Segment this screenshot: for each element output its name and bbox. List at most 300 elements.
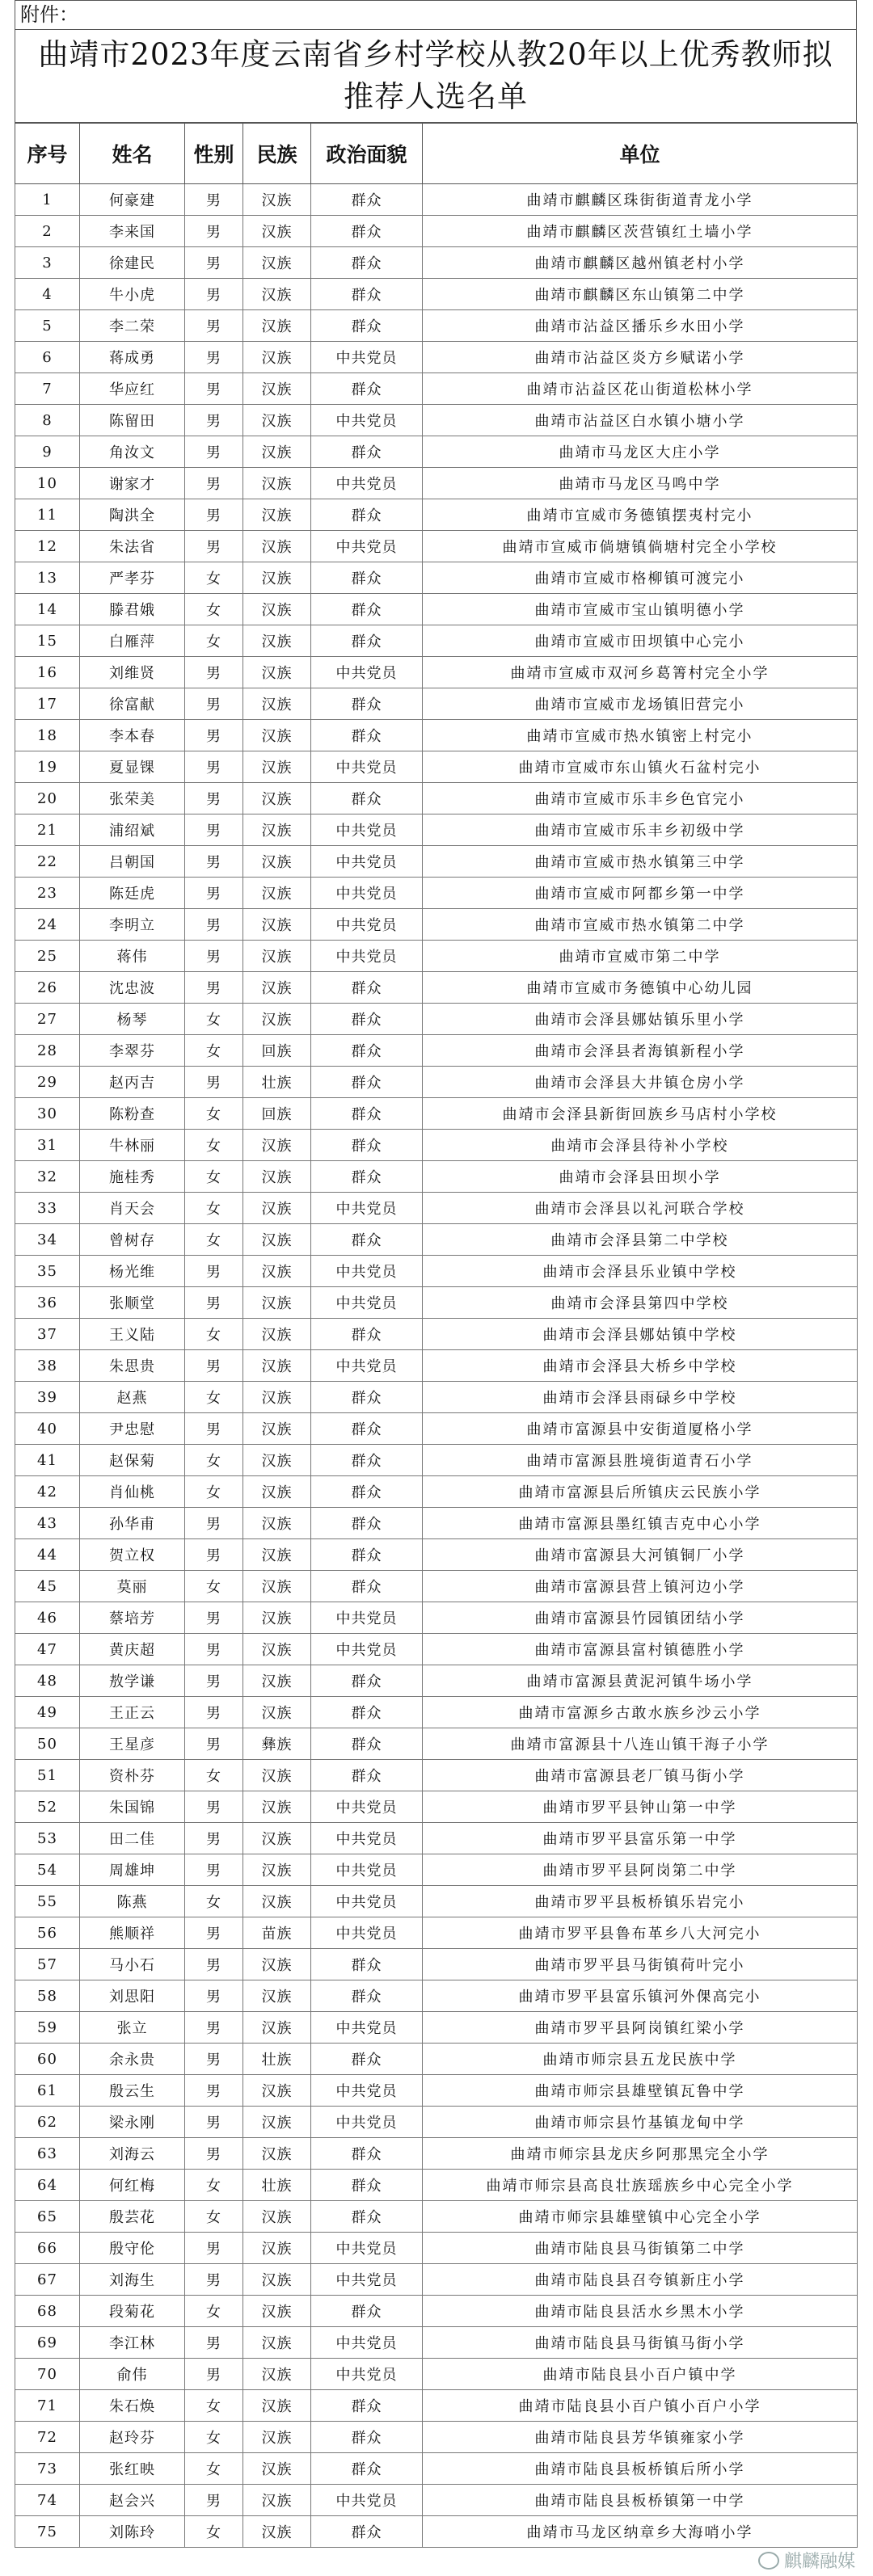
table-row bbox=[15, 1130, 858, 1161]
cell-political-status: 群众 bbox=[311, 1004, 423, 1035]
table-row bbox=[15, 562, 858, 594]
cell-gender: 男 bbox=[185, 1350, 243, 1382]
table-row bbox=[15, 1508, 858, 1539]
cell-political-status: 群众 bbox=[311, 1130, 423, 1161]
table-row bbox=[15, 2107, 858, 2138]
table-row bbox=[15, 2264, 858, 2296]
table-row bbox=[15, 1256, 858, 1287]
cell-political-status: 中共党员 bbox=[311, 1854, 423, 1886]
cell-index: 60 bbox=[15, 2044, 80, 2075]
cell-gender: 男 bbox=[185, 310, 243, 342]
cell-gender: 男 bbox=[185, 972, 243, 1004]
cell-name: 朱思贵 bbox=[80, 1350, 185, 1382]
cell-gender: 男 bbox=[185, 1539, 243, 1571]
cell-political-status: 群众 bbox=[311, 1476, 423, 1508]
cell-index: 57 bbox=[15, 1949, 80, 1980]
cell-ethnicity: 汉族 bbox=[243, 2327, 311, 2359]
cell-ethnicity: 汉族 bbox=[243, 2485, 311, 2516]
cell-unit: 曲靖市马龙区纳章乡大海哨小学 bbox=[423, 2516, 858, 2548]
cell-unit: 曲靖市会泽县田坝小学 bbox=[423, 1161, 858, 1193]
cell-gender: 男 bbox=[185, 1508, 243, 1539]
table-row bbox=[15, 1067, 858, 1098]
cell-index: 75 bbox=[15, 2516, 80, 2548]
cell-unit: 曲靖市富源县十八连山镇干海子小学 bbox=[423, 1728, 858, 1760]
cell-index: 24 bbox=[15, 909, 80, 941]
cell-political-status: 中共党员 bbox=[311, 878, 423, 909]
cell-index: 48 bbox=[15, 1665, 80, 1697]
cell-ethnicity: 汉族 bbox=[243, 1413, 311, 1445]
table-row bbox=[15, 1161, 858, 1193]
header-index: 序号 bbox=[15, 124, 80, 184]
cell-ethnicity: 汉族 bbox=[243, 814, 311, 846]
cell-unit: 曲靖市富源县老厂镇马街小学 bbox=[423, 1760, 858, 1791]
table-row bbox=[15, 941, 858, 972]
cell-ethnicity: 汉族 bbox=[243, 846, 311, 878]
cell-ethnicity: 汉族 bbox=[243, 1256, 311, 1287]
cell-name: 陈廷虎 bbox=[80, 878, 185, 909]
cell-name: 尹忠慰 bbox=[80, 1413, 185, 1445]
cell-index: 46 bbox=[15, 1602, 80, 1634]
cell-index: 20 bbox=[15, 783, 80, 814]
cell-political-status: 中共党员 bbox=[311, 814, 423, 846]
cell-political-status: 中共党员 bbox=[311, 941, 423, 972]
cell-political-status: 中共党员 bbox=[311, 1287, 423, 1319]
cell-index: 21 bbox=[15, 814, 80, 846]
cell-gender: 男 bbox=[185, 184, 243, 216]
table-row bbox=[15, 1193, 858, 1224]
cell-ethnicity: 汉族 bbox=[243, 184, 311, 216]
cell-ethnicity: 汉族 bbox=[243, 909, 311, 941]
cell-name: 施桂秀 bbox=[80, 1161, 185, 1193]
cell-index: 64 bbox=[15, 2170, 80, 2201]
cell-gender: 男 bbox=[185, 720, 243, 751]
cell-political-status: 群众 bbox=[311, 1571, 423, 1602]
cell-ethnicity: 汉族 bbox=[243, 2201, 311, 2233]
cell-political-status: 中共党员 bbox=[311, 342, 423, 373]
cell-ethnicity: 汉族 bbox=[243, 657, 311, 688]
cell-name: 俞伟 bbox=[80, 2359, 185, 2390]
cell-unit: 曲靖市罗平县板桥镇乐岩完小 bbox=[423, 1886, 858, 1917]
cell-gender: 男 bbox=[185, 2044, 243, 2075]
cell-ethnicity: 汉族 bbox=[243, 531, 311, 562]
cell-ethnicity: 汉族 bbox=[243, 2422, 311, 2453]
table-row bbox=[15, 2327, 858, 2359]
cell-political-status: 群众 bbox=[311, 1224, 423, 1256]
cell-name: 刘陈玲 bbox=[80, 2516, 185, 2548]
cell-unit: 曲靖市陆良县芳华镇雍家小学 bbox=[423, 2422, 858, 2453]
cell-name: 角汝文 bbox=[80, 436, 185, 468]
cell-political-status: 群众 bbox=[311, 216, 423, 247]
cell-unit: 曲靖市罗平县阿岗第二中学 bbox=[423, 1854, 858, 1886]
cell-unit: 曲靖市富源县墨红镇吉克中心小学 bbox=[423, 1508, 858, 1539]
cell-name: 段菊花 bbox=[80, 2296, 185, 2327]
cell-ethnicity: 汉族 bbox=[243, 1224, 311, 1256]
cell-index: 61 bbox=[15, 2075, 80, 2107]
cell-index: 33 bbox=[15, 1193, 80, 1224]
cell-gender: 女 bbox=[185, 1886, 243, 1917]
cell-political-status: 群众 bbox=[311, 2453, 423, 2485]
cell-index: 72 bbox=[15, 2422, 80, 2453]
cell-gender: 男 bbox=[185, 1823, 243, 1854]
cell-index: 68 bbox=[15, 2296, 80, 2327]
table-row bbox=[15, 1382, 858, 1413]
cell-gender: 男 bbox=[185, 1256, 243, 1287]
table-row bbox=[15, 1035, 858, 1067]
cell-gender: 女 bbox=[185, 2390, 243, 2422]
cell-name: 徐富献 bbox=[80, 688, 185, 720]
cell-political-status: 中共党员 bbox=[311, 2233, 423, 2264]
cell-name: 朱国锦 bbox=[80, 1791, 185, 1823]
cell-unit: 曲靖市陆良县活水乡黑木小学 bbox=[423, 2296, 858, 2327]
cell-political-status: 中共党员 bbox=[311, 1634, 423, 1665]
table-row bbox=[15, 2170, 858, 2201]
cell-ethnicity: 汉族 bbox=[243, 436, 311, 468]
cell-political-status: 群众 bbox=[311, 499, 423, 531]
cell-ethnicity: 汉族 bbox=[243, 216, 311, 247]
cell-ethnicity: 汉族 bbox=[243, 1949, 311, 1980]
cell-political-status: 群众 bbox=[311, 1319, 423, 1350]
cell-index: 59 bbox=[15, 2012, 80, 2044]
cell-ethnicity: 汉族 bbox=[243, 2516, 311, 2548]
cell-political-status: 群众 bbox=[311, 1697, 423, 1728]
cell-gender: 女 bbox=[185, 625, 243, 657]
cell-political-status: 群众 bbox=[311, 594, 423, 625]
cell-unit: 曲靖市麒麟区东山镇第二中学 bbox=[423, 279, 858, 310]
header-ethnicity: 民族 bbox=[243, 124, 311, 184]
cell-unit: 曲靖市宣威市乐丰乡初级中学 bbox=[423, 814, 858, 846]
cell-political-status: 群众 bbox=[311, 1035, 423, 1067]
cell-index: 9 bbox=[15, 436, 80, 468]
cell-ethnicity: 汉族 bbox=[243, 247, 311, 279]
cell-gender: 女 bbox=[185, 2422, 243, 2453]
cell-name: 孙华甫 bbox=[80, 1508, 185, 1539]
cell-name: 赵丙吉 bbox=[80, 1067, 185, 1098]
cell-unit: 曲靖市陆良县召夸镇新庄小学 bbox=[423, 2264, 858, 2296]
cell-political-status: 中共党员 bbox=[311, 1917, 423, 1949]
cell-name: 李来国 bbox=[80, 216, 185, 247]
cell-gender: 女 bbox=[185, 2516, 243, 2548]
cell-index: 1 bbox=[15, 184, 80, 216]
cell-unit: 曲靖市富源县富村镇德胜小学 bbox=[423, 1634, 858, 1665]
cell-gender: 女 bbox=[185, 594, 243, 625]
cell-ethnicity: 汉族 bbox=[243, 1854, 311, 1886]
cell-political-status: 中共党员 bbox=[311, 2264, 423, 2296]
cell-index: 11 bbox=[15, 499, 80, 531]
cell-gender: 男 bbox=[185, 1917, 243, 1949]
cell-political-status: 中共党员 bbox=[311, 2107, 423, 2138]
cell-political-status: 群众 bbox=[311, 1949, 423, 1980]
cell-index: 22 bbox=[15, 846, 80, 878]
cell-political-status: 中共党员 bbox=[311, 1886, 423, 1917]
table-row bbox=[15, 216, 858, 247]
cell-ethnicity: 汉族 bbox=[243, 783, 311, 814]
cell-index: 55 bbox=[15, 1886, 80, 1917]
table-row bbox=[15, 1319, 858, 1350]
cell-index: 30 bbox=[15, 1098, 80, 1130]
cell-gender: 女 bbox=[185, 1445, 243, 1476]
cell-political-status: 中共党员 bbox=[311, 751, 423, 783]
table-row bbox=[15, 2390, 858, 2422]
cell-gender: 男 bbox=[185, 1287, 243, 1319]
table-row bbox=[15, 2075, 858, 2107]
cell-index: 23 bbox=[15, 878, 80, 909]
cell-ethnicity: 汉族 bbox=[243, 2453, 311, 2485]
cell-gender: 女 bbox=[185, 2453, 243, 2485]
cell-name: 赵会兴 bbox=[80, 2485, 185, 2516]
cell-unit: 曲靖市会泽县雨碌乡中学校 bbox=[423, 1382, 858, 1413]
cell-political-status: 群众 bbox=[311, 1161, 423, 1193]
cell-gender: 男 bbox=[185, 1067, 243, 1098]
cell-ethnicity: 汉族 bbox=[243, 1791, 311, 1823]
cell-index: 26 bbox=[15, 972, 80, 1004]
cell-gender: 男 bbox=[185, 1728, 243, 1760]
cell-index: 12 bbox=[15, 531, 80, 562]
cell-ethnicity: 汉族 bbox=[243, 1886, 311, 1917]
cell-name: 王义陆 bbox=[80, 1319, 185, 1350]
cell-ethnicity: 汉族 bbox=[243, 878, 311, 909]
table-row bbox=[15, 1413, 858, 1445]
cell-political-status: 中共党员 bbox=[311, 846, 423, 878]
table-row bbox=[15, 2044, 858, 2075]
table-row bbox=[15, 1287, 858, 1319]
cell-index: 67 bbox=[15, 2264, 80, 2296]
cell-gender: 男 bbox=[185, 436, 243, 468]
cell-name: 杨光维 bbox=[80, 1256, 185, 1287]
cell-political-status: 中共党员 bbox=[311, 2327, 423, 2359]
cell-unit: 曲靖市会泽县大桥乡中学校 bbox=[423, 1350, 858, 1382]
cell-ethnicity: 苗族 bbox=[243, 1917, 311, 1949]
cell-gender: 男 bbox=[185, 1980, 243, 2012]
cell-index: 47 bbox=[15, 1634, 80, 1665]
cell-unit: 曲靖市马龙区大庄小学 bbox=[423, 436, 858, 468]
cell-name: 资朴芬 bbox=[80, 1760, 185, 1791]
table-row bbox=[15, 1949, 858, 1980]
cell-index: 6 bbox=[15, 342, 80, 373]
cell-name: 沈忠波 bbox=[80, 972, 185, 1004]
cell-ethnicity: 汉族 bbox=[243, 562, 311, 594]
cell-ethnicity: 汉族 bbox=[243, 405, 311, 436]
cell-unit: 曲靖市会泽县以礼河联合学校 bbox=[423, 1193, 858, 1224]
table-row bbox=[15, 846, 858, 878]
cell-name: 牛林丽 bbox=[80, 1130, 185, 1161]
cell-unit: 曲靖市会泽县娜姑镇乐里小学 bbox=[423, 1004, 858, 1035]
cell-political-status: 群众 bbox=[311, 1728, 423, 1760]
cell-ethnicity: 汉族 bbox=[243, 751, 311, 783]
cell-ethnicity: 壮族 bbox=[243, 2170, 311, 2201]
cell-gender: 男 bbox=[185, 1854, 243, 1886]
cell-ethnicity: 汉族 bbox=[243, 1602, 311, 1634]
cell-political-status: 群众 bbox=[311, 436, 423, 468]
cell-ethnicity: 汉族 bbox=[243, 625, 311, 657]
cell-name: 赵燕 bbox=[80, 1382, 185, 1413]
cell-name: 张立 bbox=[80, 2012, 185, 2044]
candidate-table bbox=[15, 123, 858, 2548]
cell-index: 39 bbox=[15, 1382, 80, 1413]
cell-unit: 曲靖市马龙区马鸣中学 bbox=[423, 468, 858, 499]
cell-ethnicity: 回族 bbox=[243, 1035, 311, 1067]
cell-unit: 曲靖市宣威市东山镇火石盆村完小 bbox=[423, 751, 858, 783]
cell-unit: 曲靖市罗平县钟山第一中学 bbox=[423, 1791, 858, 1823]
cell-gender: 女 bbox=[185, 2296, 243, 2327]
table-row bbox=[15, 878, 858, 909]
cell-name: 李本春 bbox=[80, 720, 185, 751]
cell-index: 34 bbox=[15, 1224, 80, 1256]
cell-name: 谢家才 bbox=[80, 468, 185, 499]
cell-gender: 男 bbox=[185, 373, 243, 405]
cell-unit: 曲靖市罗平县鲁布革乡八大河完小 bbox=[423, 1917, 858, 1949]
table-row bbox=[15, 1854, 858, 1886]
cell-unit: 曲靖市沾益区炎方乡赋诺小学 bbox=[423, 342, 858, 373]
cell-unit: 曲靖市富源县营上镇河边小学 bbox=[423, 1571, 858, 1602]
cell-ethnicity: 汉族 bbox=[243, 2233, 311, 2264]
table-row bbox=[15, 1728, 858, 1760]
cell-gender: 女 bbox=[185, 1382, 243, 1413]
cell-political-status: 群众 bbox=[311, 310, 423, 342]
cell-unit: 曲靖市宣威市倘塘镇倘塘村完全小学校 bbox=[423, 531, 858, 562]
cell-political-status: 群众 bbox=[311, 1760, 423, 1791]
cell-index: 7 bbox=[15, 373, 80, 405]
cell-political-status: 群众 bbox=[311, 1980, 423, 2012]
cell-unit: 曲靖市师宗县雄壁镇瓦鲁中学 bbox=[423, 2075, 858, 2107]
cell-name: 蒋伟 bbox=[80, 941, 185, 972]
cell-name: 莫丽 bbox=[80, 1571, 185, 1602]
cell-gender: 男 bbox=[185, 279, 243, 310]
cell-political-status: 中共党员 bbox=[311, 1256, 423, 1287]
cell-name: 梁永刚 bbox=[80, 2107, 185, 2138]
cell-unit: 曲靖市会泽县第二中学校 bbox=[423, 1224, 858, 1256]
cell-index: 63 bbox=[15, 2138, 80, 2170]
cell-ethnicity: 汉族 bbox=[243, 972, 311, 1004]
table-body bbox=[15, 184, 858, 2548]
cell-name: 张荣美 bbox=[80, 783, 185, 814]
cell-name: 何红梅 bbox=[80, 2170, 185, 2201]
cell-unit: 曲靖市宣威市热水镇第二中学 bbox=[423, 909, 858, 941]
cell-ethnicity: 汉族 bbox=[243, 1571, 311, 1602]
cell-ethnicity: 汉族 bbox=[243, 2075, 311, 2107]
cell-ethnicity: 汉族 bbox=[243, 373, 311, 405]
cell-gender: 男 bbox=[185, 342, 243, 373]
cell-name: 吕朝国 bbox=[80, 846, 185, 878]
table-row bbox=[15, 1697, 858, 1728]
cell-ethnicity: 汉族 bbox=[243, 1697, 311, 1728]
cell-name: 刘海生 bbox=[80, 2264, 185, 2296]
cell-name: 赵玲芬 bbox=[80, 2422, 185, 2453]
table-row bbox=[15, 2296, 858, 2327]
cell-ethnicity: 汉族 bbox=[243, 1476, 311, 1508]
header-political-status: 政治面貌 bbox=[311, 124, 423, 184]
cell-index: 49 bbox=[15, 1697, 80, 1728]
cell-gender: 男 bbox=[185, 468, 243, 499]
table-row bbox=[15, 720, 858, 751]
cell-political-status: 群众 bbox=[311, 1413, 423, 1445]
table-row bbox=[15, 1665, 858, 1697]
cell-gender: 女 bbox=[185, 1224, 243, 1256]
cell-gender: 女 bbox=[185, 1098, 243, 1130]
cell-unit: 曲靖市富源县黄泥河镇牛场小学 bbox=[423, 1665, 858, 1697]
table-row bbox=[15, 2233, 858, 2264]
table-row bbox=[15, 1350, 858, 1382]
cell-index: 50 bbox=[15, 1728, 80, 1760]
cell-ethnicity: 汉族 bbox=[243, 720, 311, 751]
table-row bbox=[15, 310, 858, 342]
cell-name: 李二荣 bbox=[80, 310, 185, 342]
cell-political-status: 群众 bbox=[311, 972, 423, 1004]
cell-name: 李翠芬 bbox=[80, 1035, 185, 1067]
table-row bbox=[15, 783, 858, 814]
cell-ethnicity: 汉族 bbox=[243, 2390, 311, 2422]
cell-political-status: 群众 bbox=[311, 2296, 423, 2327]
cell-unit: 曲靖市会泽县乐业镇中学校 bbox=[423, 1256, 858, 1287]
cell-ethnicity: 汉族 bbox=[243, 1350, 311, 1382]
cell-gender: 男 bbox=[185, 1791, 243, 1823]
cell-name: 马小石 bbox=[80, 1949, 185, 1980]
cell-gender: 男 bbox=[185, 657, 243, 688]
table-row bbox=[15, 1539, 858, 1571]
cell-index: 40 bbox=[15, 1413, 80, 1445]
cell-unit: 曲靖市麒麟区珠街街道青龙小学 bbox=[423, 184, 858, 216]
cell-name: 陈留田 bbox=[80, 405, 185, 436]
cell-unit: 曲靖市师宗县五龙民族中学 bbox=[423, 2044, 858, 2075]
cell-political-status: 群众 bbox=[311, 2044, 423, 2075]
cell-political-status: 中共党员 bbox=[311, 909, 423, 941]
cell-political-status: 群众 bbox=[311, 2170, 423, 2201]
cell-name: 曾树存 bbox=[80, 1224, 185, 1256]
cell-index: 5 bbox=[15, 310, 80, 342]
table-row bbox=[15, 2138, 858, 2170]
cell-political-status: 中共党员 bbox=[311, 657, 423, 688]
cell-name: 殷守伦 bbox=[80, 2233, 185, 2264]
cell-gender: 男 bbox=[185, 2233, 243, 2264]
cell-gender: 女 bbox=[185, 1035, 243, 1067]
cell-ethnicity: 汉族 bbox=[243, 1445, 311, 1476]
cell-name: 余永贵 bbox=[80, 2044, 185, 2075]
cell-gender: 女 bbox=[185, 1161, 243, 1193]
cell-unit: 曲靖市宣威市第二中学 bbox=[423, 941, 858, 972]
table-row bbox=[15, 909, 858, 941]
cell-name: 严孝芬 bbox=[80, 562, 185, 594]
cell-political-status: 群众 bbox=[311, 373, 423, 405]
cell-unit: 曲靖市沾益区播乐乡水田小学 bbox=[423, 310, 858, 342]
cell-political-status: 群众 bbox=[311, 184, 423, 216]
cell-gender: 男 bbox=[185, 2485, 243, 2516]
cell-ethnicity: 汉族 bbox=[243, 468, 311, 499]
cell-gender: 男 bbox=[185, 247, 243, 279]
cell-gender: 男 bbox=[185, 531, 243, 562]
table-row bbox=[15, 531, 858, 562]
cell-unit: 曲靖市罗平县富乐第一中学 bbox=[423, 1823, 858, 1854]
cell-ethnicity: 壮族 bbox=[243, 2044, 311, 2075]
cell-ethnicity: 汉族 bbox=[243, 1508, 311, 1539]
cell-index: 38 bbox=[15, 1350, 80, 1382]
cell-name: 熊顺祥 bbox=[80, 1917, 185, 1949]
cell-political-status: 群众 bbox=[311, 783, 423, 814]
table-row bbox=[15, 1980, 858, 2012]
cell-gender: 男 bbox=[185, 751, 243, 783]
cell-index: 32 bbox=[15, 1161, 80, 1193]
cell-political-status: 中共党员 bbox=[311, 2359, 423, 2390]
cell-gender: 男 bbox=[185, 1665, 243, 1697]
cell-gender: 女 bbox=[185, 1193, 243, 1224]
cell-ethnicity: 汉族 bbox=[243, 342, 311, 373]
cell-ethnicity: 汉族 bbox=[243, 310, 311, 342]
cell-gender: 男 bbox=[185, 2075, 243, 2107]
cell-gender: 女 bbox=[185, 2170, 243, 2201]
table-row bbox=[15, 657, 858, 688]
cell-name: 滕君娥 bbox=[80, 594, 185, 625]
cell-political-status: 群众 bbox=[311, 2516, 423, 2548]
cell-name: 牛小虎 bbox=[80, 279, 185, 310]
cell-gender: 女 bbox=[185, 1319, 243, 1350]
